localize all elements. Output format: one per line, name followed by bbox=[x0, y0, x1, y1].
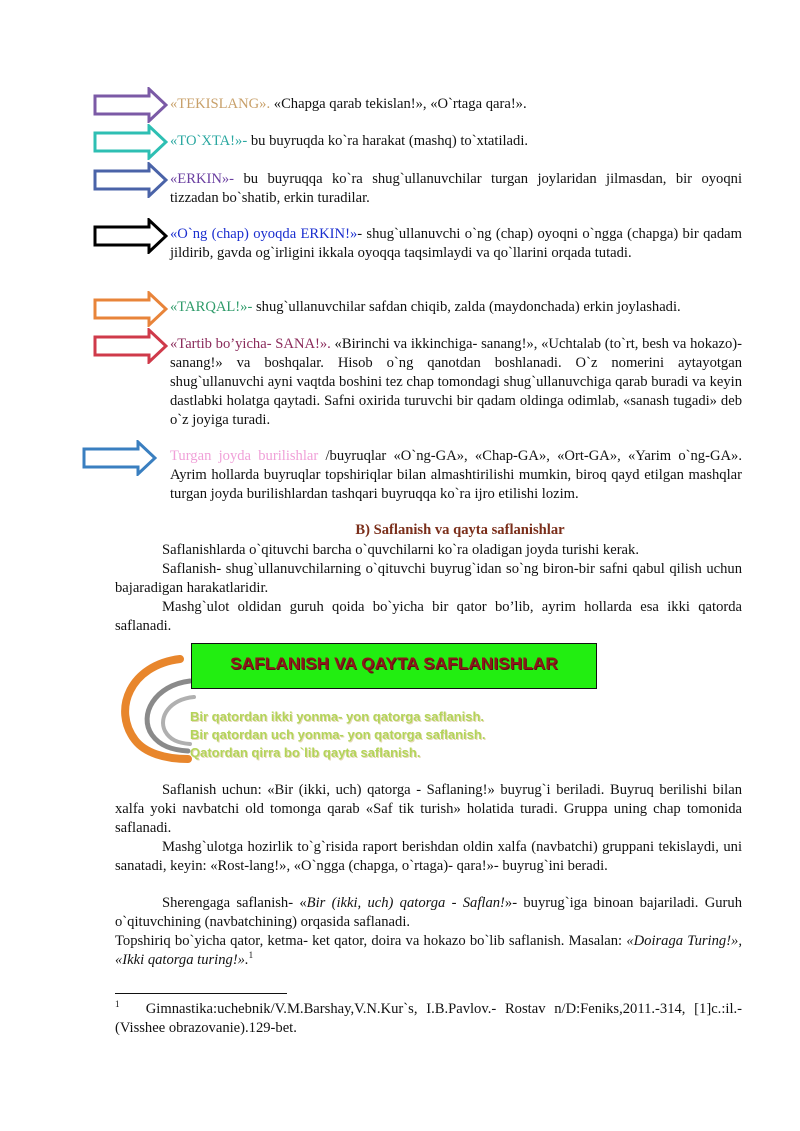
footnote bbox=[115, 1000, 742, 1038]
paragraph: Saflanishlarda o`qituvchi barcha o`quvchilarni ko`ra oladigan joyda turishi kerak. bbox=[162, 542, 639, 558]
command-tartib-sana bbox=[170, 335, 742, 430]
diagram-title-box bbox=[191, 643, 597, 689]
command-key: «TARQAL!»- bbox=[170, 299, 253, 315]
command-text: /buyruqlar «O`ng-GA», «Chap-GA», «Ort-GA», «Yarim o`ng-GA». Ayrim hollarda buyruqlar topshiriqlar bilan almashtirilishi mumkin, biroq qayd etilgan mashqlar turgan joyda burilishlardan tashqari buyruqqa ko`ra ijro etilishi lozim. bbox=[170, 448, 742, 502]
paragraph: Saflanish- shug`ullanuvchilarning o`qituvchi buyrug`idan so`ng biron-bir safni qabul qilish uchun bajaradigan harakatlaridir. bbox=[115, 561, 742, 596]
arrow-icon bbox=[93, 328, 168, 364]
command-text: bu buyruqqa ko`ra shug`ullanuvchilar turgan joylaridan jilmasdan, bir oyoqni tizzadan bo`shatib, erkin turadilar. bbox=[170, 171, 742, 206]
footnote-mark: 1 bbox=[115, 999, 120, 1010]
command-key: «Tartib bo’yicha- SANA!». bbox=[170, 336, 331, 352]
command-tarqal bbox=[170, 298, 742, 317]
arrow-icon bbox=[93, 87, 168, 123]
paragraph: Sherengaga saflanish- «Bir (ikki, uch) qatorga - Saflan!»- buyrug`iga binoan bajariladi. Guruh o`qituvchining (navbatchining) orqasida saflanadi. bbox=[115, 895, 742, 930]
command-erkin bbox=[170, 170, 742, 208]
command-text: bu buyruqda ko`ra harakat (mashq) to`xtatiladi. bbox=[247, 133, 529, 149]
diagram-line: Bir qatordan ikki yonma- yon qatorga saflanish. bbox=[190, 709, 485, 724]
arrow-icon bbox=[93, 291, 168, 327]
paragraph: Mashg`ulot oldidan guruh qoida bo`yicha bir qator bo’lib, ayrim hollarda esa ikki qatorda saflanadi. bbox=[115, 599, 742, 634]
command-key: «TEKISLANG». bbox=[170, 96, 271, 112]
command-turgan-joyda bbox=[170, 447, 742, 504]
command-ong-chap-erkin bbox=[170, 225, 742, 263]
arrow-icon bbox=[93, 218, 168, 254]
paragraph: Saflanish uchun: «Bir (ikki, uch) qatorga - Saflaning!» buyrug`i beriladi. Buyruq berilishi bilan xalfa yoki navbatchi old tomonga qarab «Saf tik turish» holatida turadi. Gruppa uning chap tomonida saflanadi. bbox=[115, 782, 742, 836]
command-text: shug`ullanuvchilar safdan chiqib, zalda (maydonchada) erkin joylashadi. bbox=[252, 299, 681, 315]
command-text: - shug`ullanuvchi o`ng (chap) oyoqni o`ngga (chapga) bir qadam jildirib, gavda og`irligini ikkala oyoqqa taqsimlaydi va qo`llarini orqada tutadi. bbox=[170, 226, 742, 261]
arrow-icon bbox=[93, 162, 168, 198]
command-key: «TO`XTA!»- bbox=[170, 133, 248, 149]
diagram-title: SAFLANISH VA QAYTA SAFLANISHLAR bbox=[230, 654, 558, 673]
command-tekislang bbox=[170, 95, 742, 114]
arrow-icon bbox=[93, 124, 168, 160]
command-text: «Chapga qarab tekislan!», «O`rtaga qara!». bbox=[270, 96, 527, 112]
footnote-text: Gimnastika:uchebnik/V.M.Barshay,V.N.Kur`s, I.B.Pavlov.- Rostav n/D:Feniks,2011.-314, [1]c.:il.- (Visshee obrazovanie).129-bet. bbox=[115, 1001, 743, 1036]
footnote-divider bbox=[115, 993, 287, 994]
paragraph: Topshiriq bo`yicha qator, ketma- ket qator, doira va hokazo bo`lib saflanish. Masalan: «Doiraga Turing!», «Ikki qatorga turing!».$^1$ bbox=[115, 933, 743, 968]
diagram-line: Qatordan qirra bo`lib qayta saflanish. bbox=[190, 745, 421, 760]
arrow-icon bbox=[82, 440, 157, 476]
command-key: «ERKIN»- bbox=[170, 171, 235, 187]
command-key: «O`ng (chap) oyoqda ERKIN!» bbox=[170, 226, 358, 242]
section-heading: B) Saflanish va qayta saflanishlar bbox=[355, 522, 565, 538]
paragraph: Mashg`ulotga hozirlik to`g`risida raport berishdan oldin xalfa (navbatchi) gruppani tekislaydi, uni sanatadi, keyin: «Rost-lang!», «O`ngga (chapga, o`rtaga)- qara!»- buyrug`ini beradi. bbox=[115, 839, 742, 874]
command-key: Turgan joyda burilishlar bbox=[170, 448, 319, 464]
command-toxta bbox=[170, 132, 742, 151]
command-text: «Birinchi va ikkinchiga- sanang!», «Uchtalab (to`rt, besh va hokazo)- sanang!» va boshqalar. Hisob o`ng qanotdan boshlanadi. O`z nomerini aytayotgan shug`ullanuvchi ayni vaqtda boshini tez chap tomondagi shug`ullanuvchiga qarab buradi va keyin dastlabki holatga qaytadi. Safni oxirida turuvchi bir qadam oldinga odimlab, «sanash tugadi» deb o`z joyiga turadi. bbox=[170, 336, 742, 428]
diagram-line: Bir qatordan uch yonma- yon qatorga saflanish. bbox=[190, 727, 486, 742]
